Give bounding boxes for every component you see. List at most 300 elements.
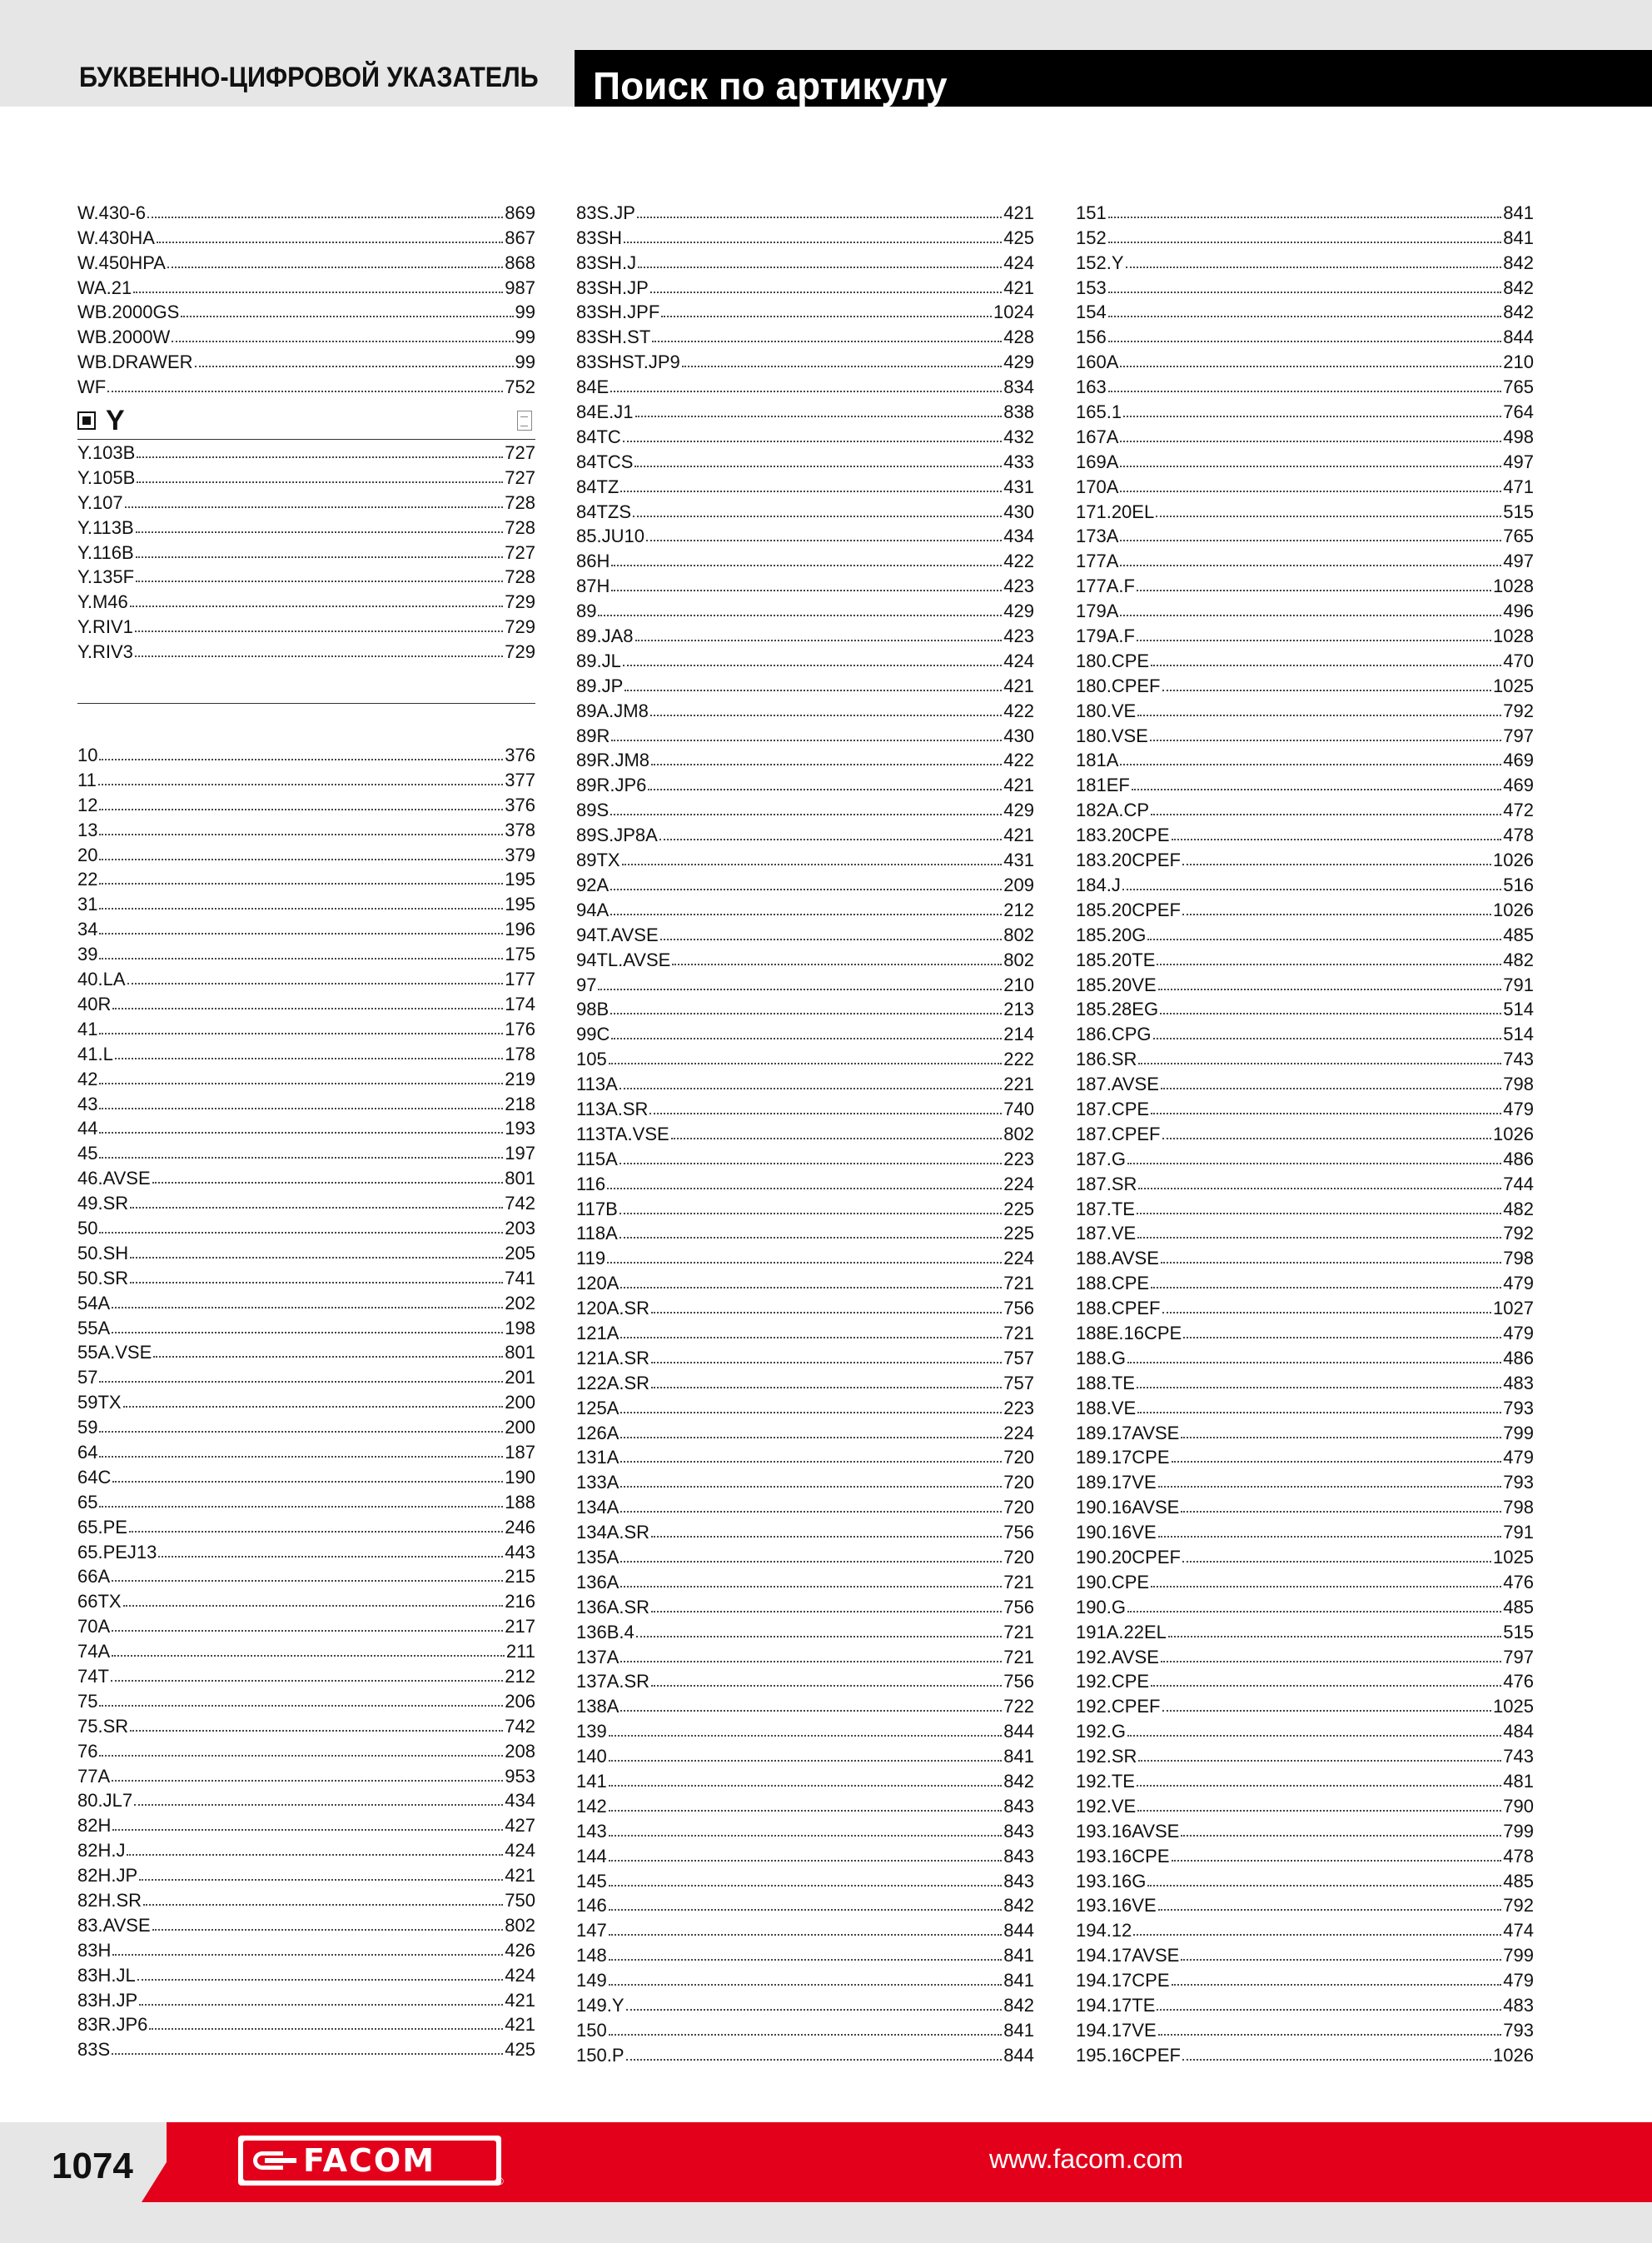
- index-column-2: [576, 200, 1034, 2067]
- dot-leader: [1123, 415, 1501, 417]
- page-reference: 790: [1503, 1795, 1534, 1817]
- page-reference: 481: [1503, 1771, 1534, 1792]
- page-reference: 752: [505, 376, 535, 398]
- article-code: 192.CPEF: [1076, 1696, 1161, 1717]
- article-code: WB.2000W: [77, 326, 171, 348]
- page-reference: 225: [1003, 1223, 1034, 1244]
- index-entry: [77, 1663, 535, 1688]
- page-reference: 205: [505, 1242, 535, 1264]
- dot-leader: [1120, 440, 1501, 442]
- index-entry: [1076, 1420, 1534, 1445]
- page-reference: 174: [505, 993, 535, 1014]
- index-entry: [77, 589, 535, 614]
- article-code: 145: [576, 1870, 607, 1892]
- page-reference: 421: [1003, 775, 1034, 796]
- index-entry: [1076, 1295, 1534, 1320]
- dot-leader: [1161, 1087, 1501, 1089]
- page-reference: 721: [1003, 1646, 1034, 1667]
- article-code: 193.16VE: [1076, 1895, 1157, 1917]
- article-code: 74T: [77, 1665, 109, 1687]
- dot-leader: [1137, 1411, 1501, 1413]
- dot-leader: [99, 907, 503, 910]
- index-entry: [77, 1588, 535, 1613]
- dot-leader: [1168, 1635, 1501, 1637]
- index-entry: [1076, 897, 1534, 922]
- dot-leader: [1151, 1112, 1501, 1114]
- page-reference: 497: [1503, 451, 1534, 472]
- page-reference: 376: [505, 794, 535, 815]
- page-reference: 176: [505, 1018, 535, 1039]
- dot-leader: [99, 833, 503, 835]
- article-code: 134A.SR: [576, 1522, 650, 1543]
- index-column-1: [77, 200, 535, 2061]
- index-entry: [77, 614, 535, 639]
- page-reference: 727: [505, 466, 535, 488]
- article-code: 190.CPE: [1076, 1571, 1150, 1593]
- article-code: W.430-6: [77, 202, 146, 223]
- dot-leader: [99, 808, 503, 810]
- article-code: 41.L: [77, 1043, 113, 1064]
- page-reference: 720: [1003, 1497, 1034, 1518]
- index-entry: [1076, 598, 1534, 623]
- page-reference: 221: [1003, 1074, 1034, 1095]
- dot-leader: [609, 1958, 1003, 1961]
- letter-heading-label: Y: [106, 404, 125, 436]
- index-entry: [77, 891, 535, 916]
- article-code: 49.SR: [77, 1193, 129, 1214]
- index-entry: [576, 748, 1034, 773]
- dot-leader: [1132, 788, 1501, 790]
- dot-leader: [620, 1087, 1003, 1089]
- article-code: 83SHST.JP9: [576, 351, 680, 373]
- article-code: 131A: [576, 1447, 620, 1468]
- page-reference: 1025: [1493, 1546, 1534, 1568]
- index-entry: [1076, 1967, 1534, 1992]
- brand-name: FACOM: [303, 2142, 436, 2179]
- index-entry: [1076, 374, 1534, 399]
- article-code: 121A: [576, 1322, 620, 1343]
- page-reference: 987: [505, 277, 535, 298]
- index-entry: [77, 1738, 535, 1763]
- index-entry: [1076, 1569, 1534, 1594]
- index-entry: [1076, 300, 1534, 325]
- index-entry: [576, 250, 1034, 275]
- index-entry: [77, 991, 535, 1016]
- article-code: 31: [77, 894, 98, 915]
- dot-leader: [112, 2052, 503, 2055]
- article-code: 89S.JP8A: [576, 825, 658, 846]
- article-code: 41: [77, 1018, 98, 1039]
- index-entry: [1076, 1121, 1534, 1146]
- dot-leader: [646, 539, 1002, 541]
- column-3-entries-list: [1076, 200, 1534, 2067]
- article-code: 66TX: [77, 1591, 122, 1612]
- page-reference: 429: [1003, 800, 1034, 821]
- dot-leader: [634, 465, 1002, 467]
- page-reference: 720: [1003, 1447, 1034, 1468]
- article-code: 150.P: [576, 2044, 624, 2066]
- index-entry: [77, 1788, 535, 1813]
- page-reference: 175: [505, 944, 535, 965]
- article-code: 89A.JM8: [576, 700, 649, 721]
- article-code: 80.JL7: [77, 1790, 133, 1812]
- index-entry: [576, 1768, 1034, 1793]
- dot-leader: [99, 1505, 503, 1508]
- index-entry: [77, 1290, 535, 1315]
- dot-leader: [1181, 1834, 1501, 1837]
- article-code: 187.AVSE: [1076, 1074, 1159, 1095]
- page-reference: 1026: [1493, 1123, 1534, 1144]
- page-reference: 728: [505, 566, 535, 588]
- article-code: 42: [77, 1068, 98, 1089]
- page-reference: 799: [1503, 1422, 1534, 1443]
- page-reference: 177: [505, 969, 535, 990]
- dot-leader: [638, 266, 1002, 268]
- page-reference: 193: [505, 1118, 535, 1139]
- page-reference: 1028: [1493, 576, 1534, 597]
- article-code: 188.CPE: [1076, 1273, 1150, 1294]
- article-code: 134A: [576, 1497, 620, 1518]
- article-code: 12: [77, 794, 98, 815]
- index-entry: [576, 1594, 1034, 1619]
- article-code: 187.SR: [1076, 1173, 1137, 1194]
- page-reference: 201: [505, 1367, 535, 1388]
- article-code: 89.JP: [576, 675, 624, 696]
- page-reference: 434: [1003, 526, 1034, 547]
- article-code: 84TZ: [576, 476, 620, 497]
- index-entry: [1076, 1245, 1534, 1270]
- page-reference: 425: [505, 2039, 535, 2061]
- dot-leader: [99, 957, 503, 960]
- index-entry: [77, 792, 535, 817]
- page-reference: 743: [1503, 1746, 1534, 1767]
- dot-leader: [609, 1983, 1003, 1986]
- index-entry: [576, 1270, 1034, 1295]
- index-entry: [576, 1395, 1034, 1420]
- dot-leader: [610, 813, 1002, 815]
- article-code: 194.12: [1076, 1920, 1132, 1941]
- index-entry: [576, 1121, 1034, 1146]
- article-code: 147: [576, 1920, 607, 1941]
- dot-leader: [99, 882, 503, 885]
- index-entry: [1076, 1693, 1534, 1718]
- index-entry: [576, 1868, 1034, 1893]
- article-code: 191A.22EL: [1076, 1621, 1167, 1642]
- article-code: Y.105B: [77, 466, 136, 488]
- index-entry: [576, 374, 1034, 399]
- page-reference: 867: [505, 227, 535, 248]
- index-entry: [576, 997, 1034, 1022]
- dot-leader: [136, 580, 503, 582]
- dot-leader: [609, 1884, 1003, 1887]
- article-code: 43: [77, 1093, 98, 1114]
- article-code: 55A: [77, 1317, 111, 1338]
- page-reference: 426: [505, 1939, 535, 1961]
- article-code: 99C: [576, 1024, 610, 1045]
- index-entry: [1076, 548, 1534, 573]
- index-entry: [1076, 1669, 1534, 1694]
- index-entry: [576, 1171, 1034, 1196]
- article-code: 139: [576, 1721, 607, 1742]
- index-entry: [576, 200, 1034, 225]
- dot-leader: [610, 913, 1002, 915]
- article-code: 50: [77, 1217, 98, 1239]
- article-code: 34: [77, 919, 98, 940]
- dot-leader: [1108, 340, 1502, 342]
- page-reference: 842: [1503, 252, 1534, 273]
- dot-leader: [99, 858, 503, 860]
- index-entry: [77, 565, 535, 590]
- index-entry: [576, 449, 1034, 474]
- dot-leader: [620, 1510, 1002, 1513]
- article-code: 65.PEJ13: [77, 1541, 157, 1563]
- index-entry: [1076, 275, 1534, 300]
- page-reference: 842: [1503, 302, 1534, 323]
- dot-leader: [130, 1206, 503, 1209]
- dot-leader: [609, 1933, 1003, 1936]
- page-reference: 842: [1503, 277, 1534, 298]
- article-code: 82H.SR: [77, 1890, 142, 1911]
- page-reference: 841: [1003, 2019, 1034, 2041]
- article-code: 20: [77, 844, 98, 865]
- page-reference: 516: [1503, 874, 1534, 895]
- dot-leader: [99, 1455, 503, 1458]
- article-code: 169A: [1076, 451, 1119, 472]
- article-code: 76: [77, 1740, 98, 1762]
- index-entry: [576, 922, 1034, 947]
- article-code: 117B: [576, 1198, 618, 1219]
- dot-leader: [651, 1684, 1002, 1687]
- index-entry: [1076, 524, 1534, 549]
- dot-leader: [607, 1187, 1002, 1189]
- article-code: 193.16AVSE: [1076, 1820, 1180, 1842]
- page-reference: 798: [1503, 1074, 1534, 1095]
- page-reference: 844: [1003, 2044, 1034, 2066]
- dot-leader: [620, 1460, 1002, 1463]
- index-entry: [77, 1638, 535, 1663]
- dot-leader: [1137, 714, 1501, 716]
- index-entry: [77, 1116, 535, 1141]
- article-code: 11: [77, 769, 97, 790]
- article-code: 84TC: [576, 426, 621, 447]
- dot-leader: [651, 1535, 1002, 1538]
- dot-leader: [1147, 938, 1501, 940]
- dot-leader: [137, 1978, 504, 1981]
- page-reference: 843: [1003, 1795, 1034, 1817]
- article-code: 84E.J1: [576, 401, 634, 423]
- article-code: 89.JA8: [576, 626, 634, 647]
- website-url: www.facom.com: [989, 2144, 1183, 2174]
- dot-leader: [682, 365, 1003, 367]
- dot-leader: [112, 1480, 503, 1483]
- page-reference: 838: [1003, 401, 1034, 423]
- page-reference: 802: [1003, 1123, 1034, 1144]
- article-code: 89: [576, 601, 597, 622]
- index-entry: [77, 2036, 535, 2061]
- article-code: 163: [1076, 376, 1107, 398]
- article-code: 187.G: [1076, 1148, 1126, 1169]
- dot-leader: [143, 1903, 503, 1906]
- page-reference: 729: [505, 591, 535, 613]
- page-reference: 379: [505, 844, 535, 865]
- page-reference: 208: [505, 1740, 535, 1762]
- index-entry: [576, 772, 1034, 797]
- article-code: 151: [1076, 202, 1107, 223]
- article-code: 64: [77, 1441, 98, 1463]
- dot-leader: [1158, 2033, 1502, 2036]
- dot-leader: [139, 1878, 503, 1881]
- dot-leader: [1183, 1336, 1501, 1338]
- dot-leader: [672, 963, 1002, 965]
- index-entry: [576, 1619, 1034, 1644]
- index-entry: [576, 1669, 1034, 1694]
- page-reference: 792: [1503, 1895, 1534, 1917]
- dot-leader: [1182, 1560, 1491, 1563]
- page-reference: 210: [1003, 974, 1034, 995]
- page-reference: 756: [1003, 1298, 1034, 1319]
- section-label: БУКВЕННО-ЦИФРОВОЙ УКАЗАТЕЛЬ: [79, 62, 539, 93]
- index-entry: [77, 1514, 535, 1539]
- index-entry: [1076, 698, 1534, 723]
- page-reference: 222: [1003, 1049, 1034, 1070]
- page-reference: 422: [1003, 750, 1034, 771]
- page-reference: 223: [1003, 1148, 1034, 1169]
- page-reference: 953: [505, 1765, 535, 1787]
- page-reference: 756: [1003, 1522, 1034, 1543]
- index-entry: [576, 1071, 1034, 1096]
- page-reference: 421: [1003, 825, 1034, 846]
- dot-leader: [112, 1654, 505, 1657]
- article-code: 44: [77, 1118, 98, 1139]
- dot-leader: [1138, 1187, 1501, 1189]
- article-code: 143: [576, 1820, 607, 1842]
- index-entry: [576, 1494, 1034, 1519]
- article-code: 97: [576, 974, 597, 995]
- article-code: 194.17AVSE: [1076, 1945, 1180, 1966]
- dot-leader: [1158, 988, 1502, 990]
- index-entry: [1076, 1221, 1534, 1246]
- index-entry: [576, 1295, 1034, 1320]
- article-code: 195.16CPEF: [1076, 2044, 1181, 2066]
- dot-leader: [610, 888, 1002, 890]
- page-reference: 728: [505, 491, 535, 513]
- dot-leader: [99, 758, 503, 760]
- dot-leader: [1138, 1062, 1501, 1064]
- dot-leader: [1127, 1162, 1501, 1164]
- dot-leader: [1120, 490, 1501, 492]
- dot-leader: [99, 1156, 503, 1159]
- page-reference: 799: [1503, 1820, 1534, 1842]
- dot-leader: [1151, 813, 1501, 815]
- page-reference: 729: [505, 616, 535, 638]
- article-code: 45: [77, 1143, 98, 1164]
- page-reference: 802: [1003, 924, 1034, 945]
- index-entry: [576, 1544, 1034, 1569]
- dot-leader: [620, 490, 1002, 492]
- article-code: 181EF: [1076, 775, 1130, 796]
- article-code: 65.PE: [77, 1516, 127, 1538]
- article-code: 142: [576, 1795, 607, 1817]
- index-entry: [1076, 225, 1534, 250]
- article-code: 94TL.AVSE: [576, 949, 671, 970]
- page-reference: 1026: [1493, 899, 1534, 920]
- dot-leader: [130, 1729, 503, 1732]
- article-code: 116: [576, 1173, 606, 1194]
- index-entry: [77, 1912, 535, 1937]
- index-entry: [1076, 1395, 1534, 1420]
- index-entry: [77, 1489, 535, 1514]
- article-code: 125A: [576, 1397, 620, 1418]
- article-code: 188.TE: [1076, 1372, 1135, 1393]
- article-code: 188E.16CPE: [1076, 1322, 1182, 1343]
- index-entry: [77, 1240, 535, 1265]
- article-code: 133A: [576, 1472, 620, 1493]
- article-code: 66A: [77, 1566, 111, 1588]
- article-code: Y.103B: [77, 442, 136, 464]
- page-reference: 797: [1503, 1646, 1534, 1667]
- page-reference: 429: [1003, 351, 1034, 373]
- index-entry: [576, 1146, 1034, 1171]
- article-code: 40.LA: [77, 969, 126, 990]
- dot-leader: [620, 1411, 1002, 1413]
- index-entry: [1076, 349, 1534, 374]
- article-code: 185.20G: [1076, 924, 1147, 945]
- article-code: 83R.JP6: [77, 2014, 148, 2036]
- facom-logo: [238, 2136, 501, 2186]
- index-entry: [576, 648, 1034, 673]
- page-reference: 212: [505, 1665, 535, 1687]
- page-reference: 497: [1503, 551, 1534, 572]
- dot-leader: [99, 932, 503, 935]
- page-reference: 427: [505, 1815, 535, 1837]
- index-entry: [1076, 1096, 1534, 1121]
- index-entry: [576, 847, 1034, 872]
- dot-leader: [635, 415, 1003, 417]
- footer-red-slant: [142, 2122, 192, 2202]
- article-code: 188.CPEF: [1076, 1298, 1161, 1319]
- article-code: 160A: [1076, 351, 1119, 373]
- index-entry: [77, 1812, 535, 1837]
- page-reference: 834: [1003, 376, 1034, 398]
- index-entry: [1076, 1046, 1534, 1071]
- dot-leader: [609, 1734, 1003, 1737]
- index-entry: [576, 1370, 1034, 1395]
- article-code: 156: [1076, 326, 1107, 348]
- article-code: 50.SH: [77, 1242, 129, 1264]
- dot-leader: [1127, 1734, 1501, 1737]
- dot-leader: [1172, 1859, 1502, 1862]
- dot-leader: [98, 783, 503, 785]
- page-reference: 478: [1503, 1845, 1534, 1867]
- page-reference: 485: [1503, 1870, 1534, 1892]
- article-code: 185.28EG: [1076, 999, 1159, 1020]
- page-reference: 202: [505, 1292, 535, 1313]
- dot-leader: [1108, 390, 1502, 392]
- article-code: 50.SR: [77, 1267, 129, 1288]
- index-entry: [77, 1190, 535, 1215]
- dot-leader: [622, 863, 1003, 865]
- article-code: 83H: [77, 1939, 112, 1961]
- page-reference: 214: [1003, 1024, 1034, 1045]
- dot-leader: [1137, 1809, 1501, 1812]
- dot-leader: [1158, 1908, 1502, 1911]
- article-code: 40R: [77, 993, 112, 1014]
- dot-leader: [1127, 1610, 1501, 1612]
- dot-leader: [648, 788, 1002, 790]
- index-entry: [576, 1843, 1034, 1868]
- registered-mark-icon: ®: [496, 2176, 504, 2187]
- index-entry: [77, 225, 535, 250]
